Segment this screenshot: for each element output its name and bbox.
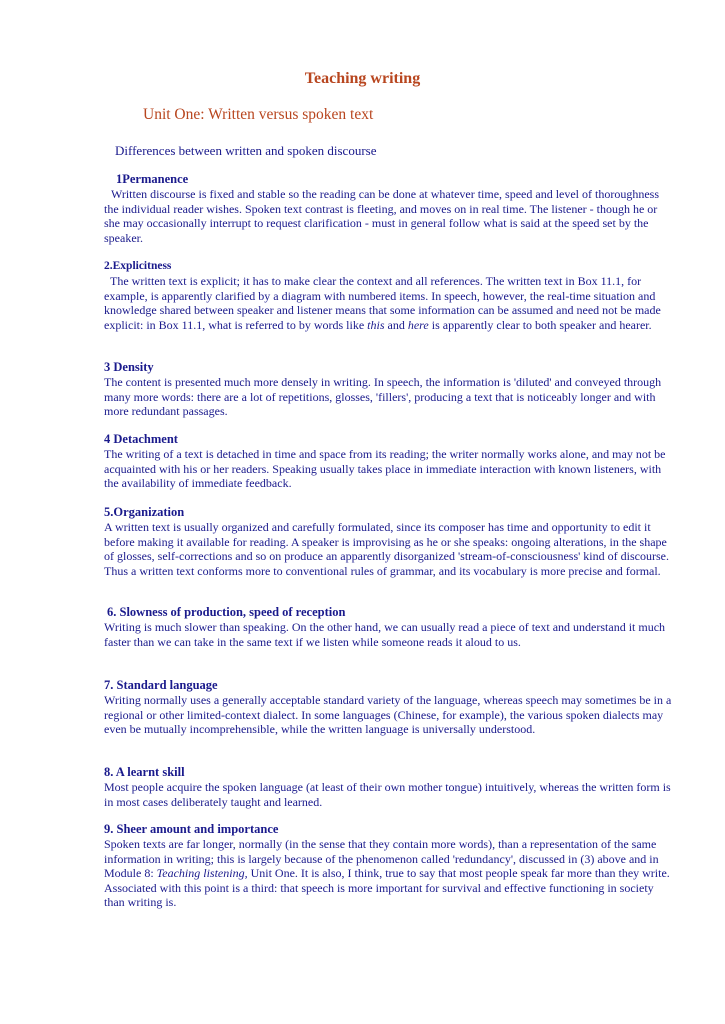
section-heading: 9. Sheer amount and importance xyxy=(104,822,279,836)
section-heading: 6. Slowness of production, speed of reception xyxy=(107,605,346,619)
intro-heading: Differences between written and spoken discourse xyxy=(115,143,377,158)
section-heading: 8. A learnt skill xyxy=(104,765,185,779)
section-detachment xyxy=(104,432,672,491)
section-heading: 2.Explicitness xyxy=(104,260,172,272)
section-sheer-amount xyxy=(104,822,672,910)
section-text: Writing is much slower than speaking. On the other hand, we can usually read a piece of text and understand it much faster than we can take in the same text if we listen while someone reads it aloud to us. xyxy=(104,620,666,649)
section-standard-language xyxy=(104,678,672,737)
section-heading: 4 Detachment xyxy=(104,432,178,446)
section-text: The content is presented much more densely in writing. In speech, the information is 'diluted' and conveyed through many more words: there are a lot of repetitions, glosses, 'fillers', producing a text that is noticeably longer and with more redundant passages. xyxy=(104,375,662,419)
section-learnt-skill xyxy=(104,765,672,809)
section-text: Most people acquire the spoken language (at least of their own mother tongue) intuitively, whereas the written form is in most cases deliberately taught and learned. xyxy=(104,780,671,809)
section-density xyxy=(104,360,672,419)
section-organization xyxy=(104,505,672,578)
section-slowness xyxy=(104,605,672,649)
section-permanence xyxy=(104,172,672,245)
section-heading: 7. Standard language xyxy=(104,678,218,692)
section-text: Written discourse is fixed and stable so the reading can be done at whatever time, speed and level of thoroughness the individual reader wishes. Spoken text contrast is fleeting, and moves on in real time. The listener - though he or she may occasionally interrupt to request clarification - must in general follow what is said at the speed set by the speaker. xyxy=(104,187,660,245)
section-heading: 1Permanence xyxy=(116,172,189,186)
section-explicitness xyxy=(104,259,672,332)
page-title: Teaching writing xyxy=(304,70,421,87)
unit-title: Unit One: Written versus spoken text xyxy=(143,106,374,123)
section-text: The writing of a text is detached in time and space from its reading; the writer normally works alone, and may not be acquainted with his or her readers. Speaking usually takes place in immediate interaction with known listeners, with the availability of immediate feedback. xyxy=(104,447,666,491)
section-heading: 5.Organization xyxy=(104,505,185,519)
section-text: Spoken texts are far longer, normally (in the sense that they contain more words), than a representation of the same information in writing; this is largely because of the phenomenon called 'redundancy', discussed in (3) above and in Module 8: Teaching listening, Unit One. It is also, I think, true to say that most people speak far more than they write. Associated with this point is a third: that speech is more important for survival and effective functioning in society than writing is. xyxy=(104,837,670,910)
section-text: Writing normally uses a generally acceptable standard variety of the language, whereas speech may sometimes be in a regional or other limited-context dialect. In some languages (Chinese, for example), the various spoken dialects may even be mutually incomprehensible, while the written language is universally understood. xyxy=(104,693,672,737)
section-heading: 3 Density xyxy=(104,360,154,374)
section-text: The written text is explicit; it has to make clear the context and all references. The written text in Box 11.1, for example, is apparently clarified by a diagram with numbered items. In speech, however, the real-time situation and knowledge shared between speaker and listener means that some information can be assumed and need not be made explicit: in Box 11.1, what is referred to by words like this and here is apparently clear to both speaker and hearer. xyxy=(104,274,661,332)
section-text: A written text is usually organized and carefully formulated, since its composer has time and opportunity to edit it before making it available for reading. A speaker is improvising as he or she speaks: ongoing alterations, in the shape of glosses, self-corrections and so on produce an apparently disorganized 'stream-of-consciousness' kind of discourse. Thus a written text conforms more to conventional rules of grammar, and its vocabulary is more precise and formal. xyxy=(104,520,669,578)
